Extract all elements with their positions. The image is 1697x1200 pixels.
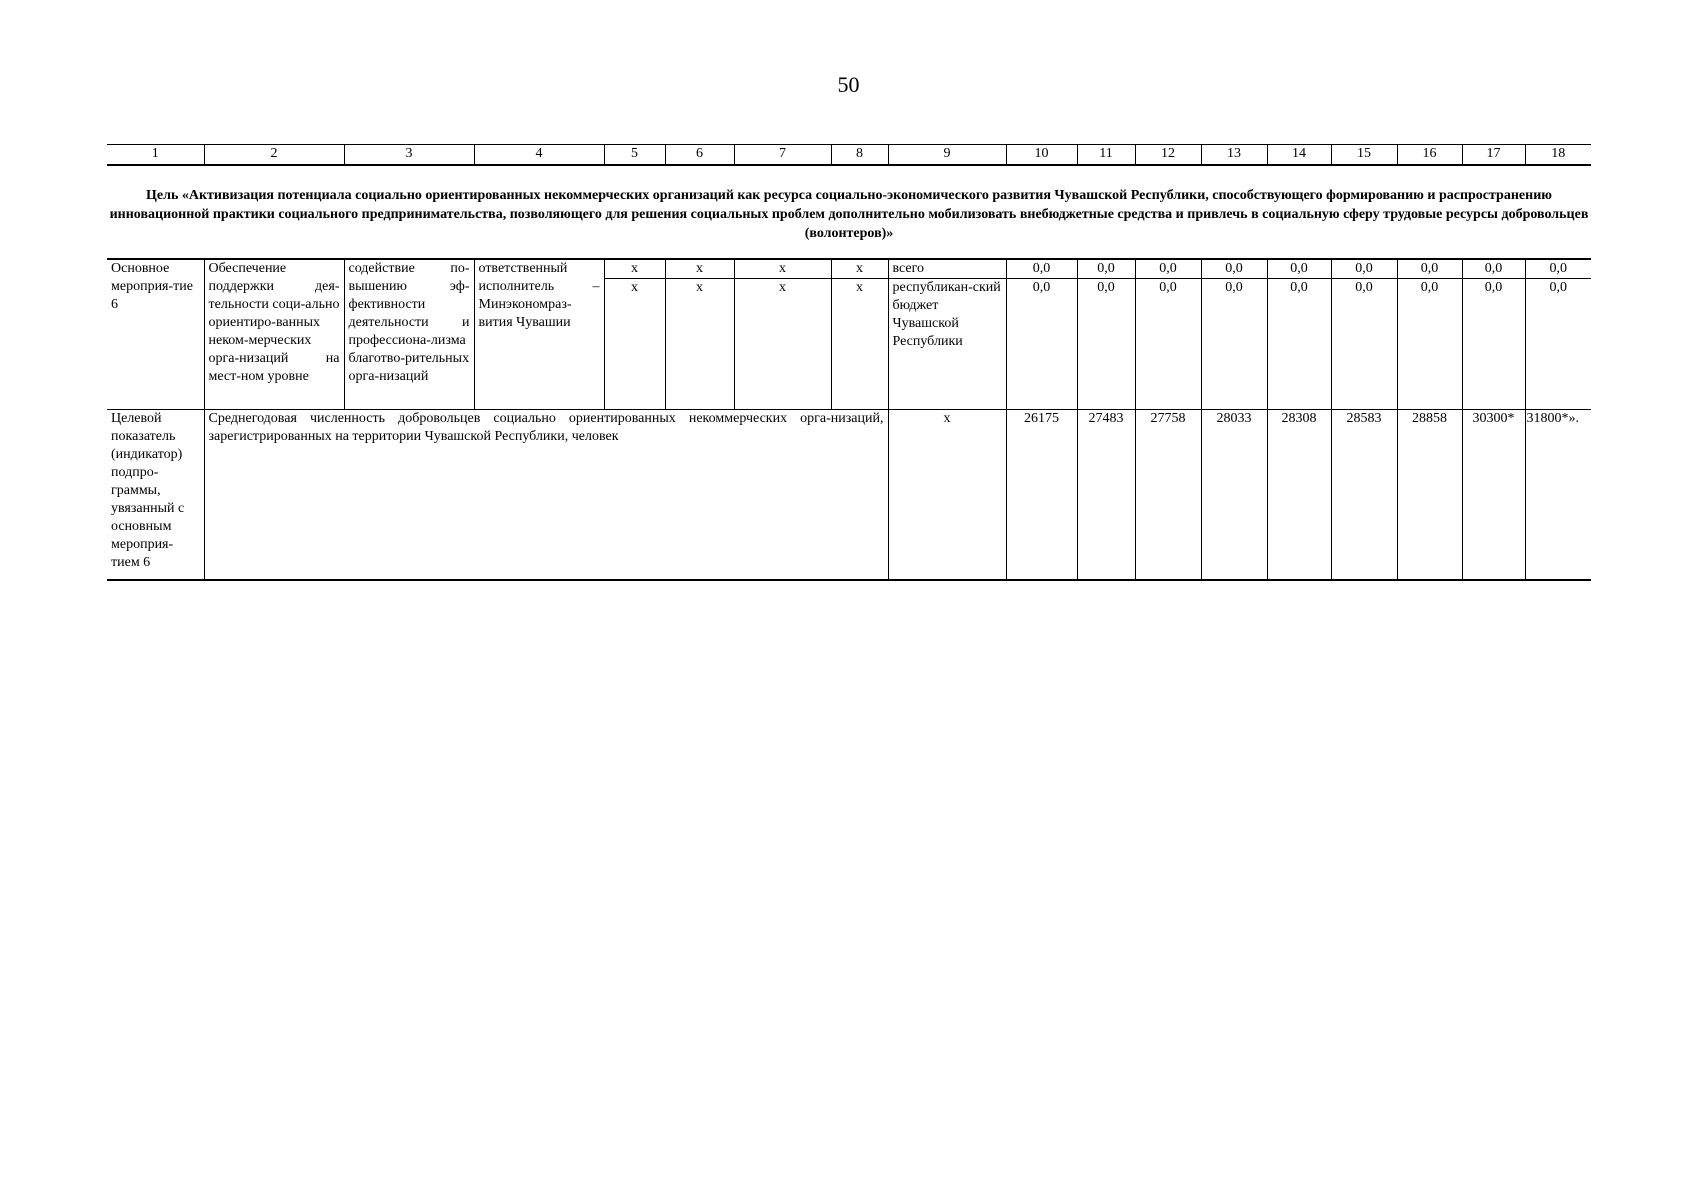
code-cell: х: [665, 259, 734, 279]
value-cell: 0,0: [1006, 279, 1077, 410]
code-cell: х: [604, 279, 665, 410]
value-cell: 0,0: [1462, 279, 1525, 410]
indicator-value-cell: 30300*: [1462, 410, 1525, 580]
code-cell: х: [734, 259, 831, 279]
program-table: [107, 258, 1591, 581]
value-cell: 0,0: [1525, 259, 1591, 279]
indicator-value-cell: 27483: [1077, 410, 1135, 580]
indicator-value-cell: 27758: [1135, 410, 1201, 580]
column-number: 4: [474, 145, 604, 166]
column-number: 8: [831, 145, 888, 166]
indicator-description-cell: Среднегодовая численность добровольцев социально ориентированных некоммерческих орга-низаций, зарегистрированных на территории Чувашской Республики, человек: [204, 410, 888, 580]
value-cell: 0,0: [1201, 259, 1267, 279]
funding-source-cell: всего: [888, 259, 1006, 279]
value-cell: 0,0: [1397, 279, 1462, 410]
column-number: 17: [1462, 145, 1525, 166]
column-number: 9: [888, 145, 1006, 166]
column-number: 6: [665, 145, 734, 166]
indicator-value-cell: 28858: [1397, 410, 1462, 580]
value-cell: 0,0: [1267, 279, 1331, 410]
funding-source-cell: республикан-ский бюджет Чувашской Республики: [888, 279, 1006, 410]
value-cell: 0,0: [1077, 259, 1135, 279]
column-number: 5: [604, 145, 665, 166]
code-cell: х: [831, 279, 888, 410]
column-number: 3: [344, 145, 474, 166]
column-number: 12: [1135, 145, 1201, 166]
code-cell: х: [734, 279, 831, 410]
table-row: [107, 410, 1591, 580]
value-cell: 0,0: [1397, 259, 1462, 279]
value-cell: 0,0: [1462, 259, 1525, 279]
column-number: 16: [1397, 145, 1462, 166]
table-row: [107, 259, 1591, 279]
value-cell: 0,0: [1077, 279, 1135, 410]
code-cell: х: [831, 259, 888, 279]
page-number: 50: [837, 72, 860, 97]
indicator-mark-cell: х: [888, 410, 1006, 580]
code-cell: х: [604, 259, 665, 279]
value-cell: 0,0: [1135, 279, 1201, 410]
column-number: 2: [204, 145, 344, 166]
column-number: 1: [107, 145, 204, 166]
value-cell: 0,0: [1331, 259, 1397, 279]
column-number: 11: [1077, 145, 1135, 166]
column-number: 14: [1267, 145, 1331, 166]
indicator-value-cell: 26175: [1006, 410, 1077, 580]
column-number-header: [107, 144, 1591, 166]
activity-task-cell: содействие по-вышению эф-фективности деятельности и профессиона-лизма благотво-рительных орга-низаций: [344, 259, 474, 410]
value-cell: 0,0: [1135, 259, 1201, 279]
value-cell: 0,0: [1006, 259, 1077, 279]
value-cell: 0,0: [1525, 279, 1591, 410]
activity-executor-cell: ответственный исполнитель – Минэкономраз-вития Чувашии: [474, 259, 604, 410]
indicator-value-cell: 28583: [1331, 410, 1397, 580]
goal-heading: Цель «Активизация потенциала социально ориентированных некоммерческих организаций как ресурса социально-экономического развития Чувашской Республики, способствующего формированию и распространению инновационной практики социального предпринимательства, позволяющего для решения социальных проблем дополнительно мобилизовать внебюджетные средства и привлечь в социальную сферу трудовые ресурсы добровольцев (волонтеров)»: [109, 188, 1589, 241]
column-number: 10: [1006, 145, 1077, 166]
activity-name-cell: Обеспечение поддержки дея-тельности соци-ально ориентиро-ванных неком-мерческих орга-низаций на мест-ном уровне: [204, 259, 344, 410]
indicator-value-cell: 28033: [1201, 410, 1267, 580]
column-number: 7: [734, 145, 831, 166]
value-cell: 0,0: [1267, 259, 1331, 279]
column-number: 13: [1201, 145, 1267, 166]
indicator-label-cell: Целевой показатель (индикатор) подпро-граммы, увязанный с основным мероприя-тием 6: [107, 410, 204, 580]
value-cell: 0,0: [1331, 279, 1397, 410]
indicator-value-cell: 31800*».: [1525, 410, 1591, 580]
code-cell: х: [665, 279, 734, 410]
indicator-value-cell: 28308: [1267, 410, 1331, 580]
activity-type-cell: Основное мероприя-тие 6: [107, 259, 204, 410]
column-number: 18: [1525, 145, 1591, 166]
column-number: 15: [1331, 145, 1397, 166]
value-cell: 0,0: [1201, 279, 1267, 410]
